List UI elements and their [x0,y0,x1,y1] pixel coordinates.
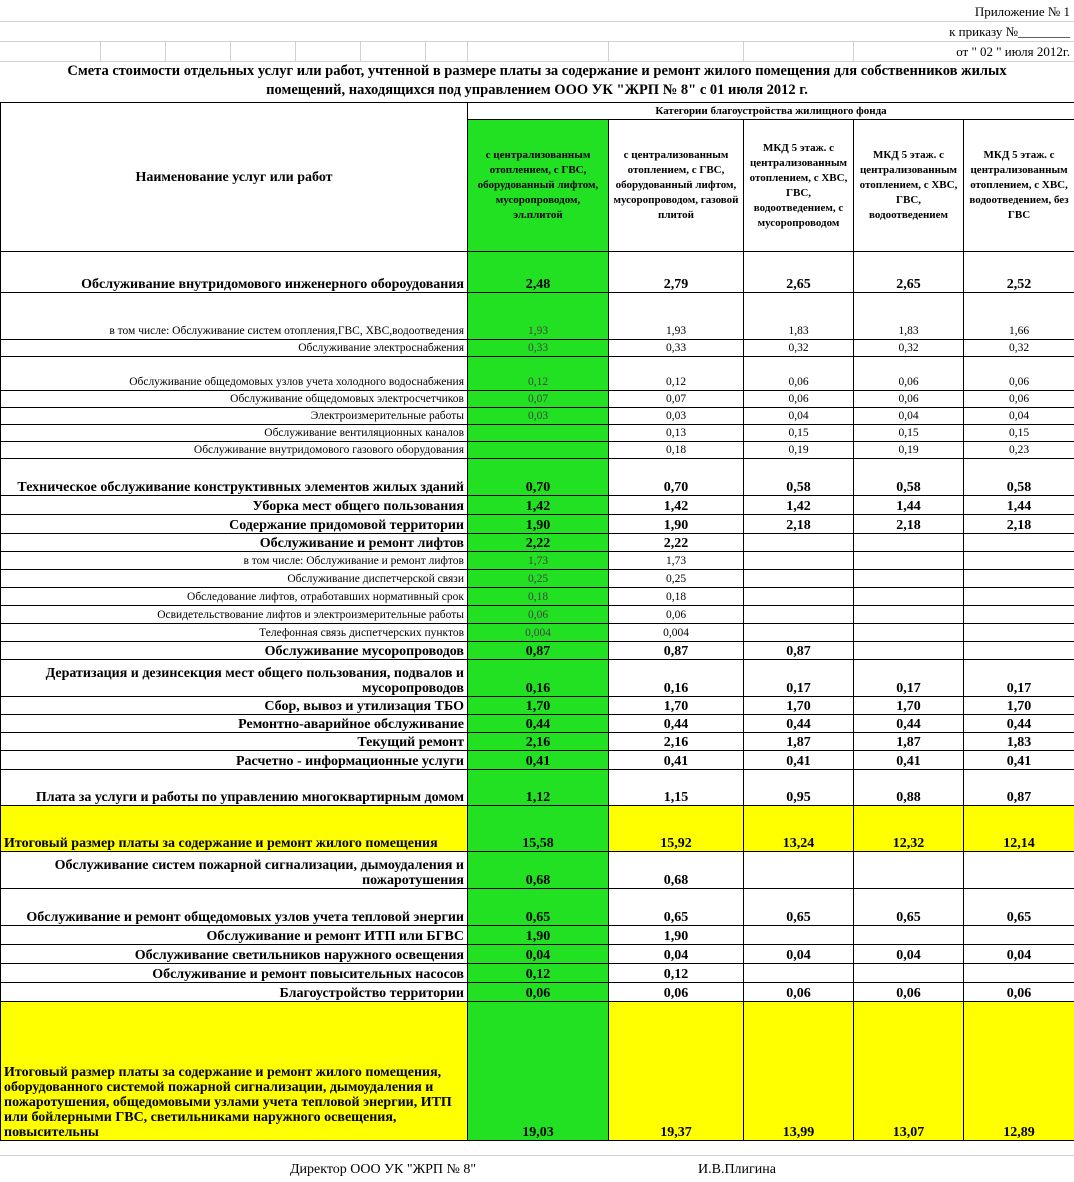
service-name: Освидетельствование лифтов и электроизмерительные работы [1,606,468,624]
cost-value: 2,52 [964,252,1074,293]
cost-value: 1,70 [744,697,854,715]
cost-value: 0,32 [964,340,1074,357]
service-name: Обслуживание и ремонт ИТП или БГВС [1,926,468,945]
table-row [1,751,1074,770]
service-name: Обслуживание светильников наружного освещения [1,945,468,964]
cost-value: 2,65 [854,252,964,293]
table-row [1,391,1074,408]
cost-value [468,442,609,459]
cost-value: 0,87 [609,642,744,660]
cost-value: 1,87 [854,733,964,751]
service-name: Техническое обслуживание конструктивных элементов жилых зданий [1,459,468,496]
cost-value [744,588,854,606]
cost-value: 0,68 [609,852,744,889]
cost-value [854,926,964,945]
cost-value [744,606,854,624]
table-row [1,1002,1074,1141]
table-row [1,806,1074,852]
cost-value: 1,87 [744,733,854,751]
order-label: к приказу №________ [949,24,1070,39]
service-name: Обслуживание вентиляционных каналов [1,425,468,442]
cost-value: 2,18 [744,515,854,534]
cost-value: 0,95 [744,770,854,806]
cost-value: 1,73 [609,552,744,570]
cost-value: 0,44 [854,715,964,733]
table-row [1,889,1074,926]
table-row [1,570,1074,588]
service-name: Уборка мест общего пользования [1,496,468,515]
cost-value: 1,42 [744,496,854,515]
cost-value [854,534,964,552]
cost-value [744,570,854,588]
cost-value: 13,07 [854,1002,964,1141]
table-row [1,459,1074,496]
service-name: Итоговый размер платы за содержание и ремонт жилого помещения, оборудованного системой пожарной сигнализации, дымоудаления и пожаротушения, общедомовыми узлами учета тепловой энергии, ИТП или бойлерными ГВС, светильниками наружного освещения, повысительны [1,1002,468,1141]
cost-value [854,570,964,588]
cost-value [744,624,854,642]
signer-title: Директор ООО УК "ЖРП № 8" [290,1162,477,1177]
service-name: Обслуживание мусоропроводов [1,642,468,660]
signature-footer [0,1140,1074,1182]
cost-value [854,624,964,642]
cost-value: 0,70 [609,459,744,496]
cost-value: 0,68 [468,852,609,889]
cost-value: 0,12 [609,357,744,391]
cost-value: 2,18 [964,515,1074,534]
cost-value: 1,15 [609,770,744,806]
cost-value: 1,90 [609,515,744,534]
table-row [1,715,1074,733]
cost-value [854,606,964,624]
cost-value [854,588,964,606]
cost-value [964,552,1074,570]
table-row [1,983,1074,1002]
cost-value: 0,07 [609,391,744,408]
table-row [1,926,1074,945]
cost-value: 19,03 [468,1002,609,1141]
cost-value: 0,06 [964,391,1074,408]
cost-value [744,552,854,570]
cost-value: 2,16 [609,733,744,751]
cost-value: 0,07 [468,391,609,408]
category-header: Категории благоустройства жилищного фонда [468,103,1074,120]
cost-value: 19,37 [609,1002,744,1141]
column-header: МКД 5 этаж. с централизованным отоплением, с ХВС, ГВС, водоотведением, с мусоропроводом [744,120,854,252]
cost-value: 1,93 [468,293,609,340]
service-name: Обслуживание внутридомового газового оборудования [1,442,468,459]
cost-value: 0,58 [744,459,854,496]
order-date: от " 02 " июля 2012г. [956,44,1070,59]
cost-value: 0,06 [468,606,609,624]
cost-value: 0,04 [854,945,964,964]
cost-value [964,588,1074,606]
cost-value [964,534,1074,552]
cost-value: 2,22 [468,534,609,552]
service-name: Обслуживание диспетчерской связи [1,570,468,588]
cost-value: 0,13 [609,425,744,442]
cost-value [744,852,854,889]
table-row [1,496,1074,515]
cost-value: 0,004 [609,624,744,642]
cost-value: 0,04 [854,408,964,425]
cost-value: 0,41 [468,751,609,770]
table-row [1,945,1074,964]
cost-value: 0,17 [964,660,1074,697]
cost-value [744,964,854,983]
cost-value: 0,06 [468,983,609,1002]
cost-value: 1,66 [964,293,1074,340]
service-name: Обследование лифтов, отработавших нормативный срок [1,588,468,606]
cost-value: 0,04 [744,408,854,425]
cost-value: 0,06 [854,983,964,1002]
cost-value: 0,15 [964,425,1074,442]
cost-value: 13,24 [744,806,854,852]
cost-value: 0,88 [854,770,964,806]
cost-value [854,642,964,660]
cost-value [964,570,1074,588]
cost-value: 0,15 [744,425,854,442]
table-row [1,606,1074,624]
cost-value [468,425,609,442]
title-line-1: Смета стоимости отдельных услуг или работ, учтенной в размере платы за содержание и ремонт жилого помещения для собственников жилых [67,63,1007,79]
cost-value: 0,58 [964,459,1074,496]
table-row [1,293,1074,340]
service-name: Обслуживание систем пожарной сигнализации, дымоудаления и пожаротушения [1,852,468,889]
table-row [1,697,1074,715]
cost-value [964,624,1074,642]
cost-table [0,102,1074,1141]
service-name: в том числе: Обслуживание систем отопления,ГВС, ХВС,водоотведения [1,293,468,340]
cost-value: 1,83 [744,293,854,340]
service-name: Дератизация и дезинсекция мест общего пользования, подвалов и мусоропроводов [1,660,468,697]
cost-value: 0,33 [468,340,609,357]
cost-value: 0,65 [468,889,609,926]
cost-value: 1,70 [854,697,964,715]
cost-value: 0,41 [964,751,1074,770]
service-name: Обслуживание и ремонт лифтов [1,534,468,552]
cost-value: 0,04 [964,408,1074,425]
name-column-header: Наименование услуг или работ [1,103,468,252]
service-name: Итоговый размер платы за содержание и ремонт жилого помещения [1,806,468,852]
title-line-2: помещений, находящихся под управлением ООО УК "ЖРП № 8" с 01 июля 2012 г. [266,82,808,98]
service-name: Плата за услуги и работы по управлению многоквартирным домом [1,770,468,806]
cost-value: 0,44 [744,715,854,733]
table-row [1,660,1074,697]
cost-value [854,552,964,570]
cost-value: 0,06 [744,391,854,408]
cost-value: 0,004 [468,624,609,642]
cost-value: 0,44 [609,715,744,733]
cost-value: 0,16 [468,660,609,697]
cost-value: 0,87 [744,642,854,660]
cost-value: 2,18 [854,515,964,534]
cost-value: 2,48 [468,252,609,293]
cost-value: 0,03 [609,408,744,425]
cost-value: 0,18 [468,588,609,606]
cost-value: 0,04 [744,945,854,964]
cost-value [744,926,854,945]
service-name: Обслуживание общедомовых узлов учета холодного водоснабжения [1,357,468,391]
cost-value: 1,70 [609,697,744,715]
cost-value: 1,83 [854,293,964,340]
cost-value: 12,89 [964,1002,1074,1141]
service-name: Ремонтно-аварийное обслуживание [1,715,468,733]
table-row [1,552,1074,570]
service-name: Обслуживание электроснабжения [1,340,468,357]
table-row [1,515,1074,534]
service-name: Обслуживание и ремонт общедомовых узлов учета тепловой энергии [1,889,468,926]
table-row [1,770,1074,806]
cost-value: 0,15 [854,425,964,442]
cost-value: 2,65 [744,252,854,293]
cost-value [964,964,1074,983]
cost-value: 0,06 [609,983,744,1002]
cost-value: 1,90 [468,515,609,534]
table-row [1,425,1074,442]
cost-value: 0,41 [854,751,964,770]
cost-value: 12,14 [964,806,1074,852]
service-name: Содержание придомовой территории [1,515,468,534]
cost-value: 0,33 [609,340,744,357]
cost-value: 2,16 [468,733,609,751]
cost-value: 1,44 [854,496,964,515]
cost-value [964,642,1074,660]
service-name: Обслуживание общедомовых электросчетчиков [1,391,468,408]
service-name: Сбор, вывоз и утилизация ТБО [1,697,468,715]
cost-value: 0,41 [744,751,854,770]
table-row [1,340,1074,357]
cost-value: 0,58 [854,459,964,496]
table-row [1,252,1074,293]
cost-value: 0,65 [964,889,1074,926]
cost-value: 12,32 [854,806,964,852]
cost-value: 15,58 [468,806,609,852]
service-name: Телефонная связь диспетчерских пунктов [1,624,468,642]
cost-value: 13,99 [744,1002,854,1141]
table-row [1,624,1074,642]
table-row [1,733,1074,751]
cost-value: 1,93 [609,293,744,340]
table-row [1,534,1074,552]
cost-value: 0,06 [744,983,854,1002]
cost-value: 0,25 [609,570,744,588]
cost-value: 0,44 [468,715,609,733]
table-body [1,252,1074,1141]
cost-value: 0,06 [744,357,854,391]
cost-value: 1,12 [468,770,609,806]
cost-value: 2,22 [609,534,744,552]
table-row [1,642,1074,660]
cost-value: 0,87 [964,770,1074,806]
service-name: Расчетно - информационные услуги [1,751,468,770]
cost-value: 0,03 [468,408,609,425]
cost-value: 0,17 [744,660,854,697]
service-name: Благоустройство территории [1,983,468,1002]
cost-value: 0,18 [609,588,744,606]
cost-value: 0,12 [468,964,609,983]
cost-value: 0,32 [744,340,854,357]
cost-value: 0,25 [468,570,609,588]
table-row [1,408,1074,425]
appendix-label: Приложение № 1 [974,4,1070,19]
column-header: МКД 5 этаж. с централизованным отоплением, с ХВС, ГВС, водоотведением [854,120,964,252]
cost-value: 0,65 [854,889,964,926]
service-name: Электроизмерительные работы [1,408,468,425]
table-row [1,588,1074,606]
cost-value: 0,06 [964,983,1074,1002]
cost-value: 0,16 [609,660,744,697]
service-name: в том числе: Обслуживание и ремонт лифтов [1,552,468,570]
cost-value: 1,70 [468,697,609,715]
column-header: с централизованным отоплением, с ГВС, оборудованный лифтом, мусоропроводом, газовой плитой [609,120,744,252]
service-name: Обслуживание и ремонт повысительных насосов [1,964,468,983]
cost-value: 15,92 [609,806,744,852]
cost-value: 1,42 [609,496,744,515]
cost-value: 0,12 [468,357,609,391]
cost-value: 0,70 [468,459,609,496]
column-header: с централизованным отоплением, с ГВС, оборудованный лифтом, мусоропроводом, эл.плитой [468,120,609,252]
cost-value: 0,18 [609,442,744,459]
cost-value: 0,87 [468,642,609,660]
cost-value: 1,90 [609,926,744,945]
cost-value [854,852,964,889]
cost-value [854,964,964,983]
cost-value: 0,04 [609,945,744,964]
document-title [0,62,1074,100]
cost-value: 0,44 [964,715,1074,733]
cost-value: 2,79 [609,252,744,293]
cost-value: 0,65 [609,889,744,926]
cost-value: 0,06 [854,391,964,408]
cost-value: 0,12 [609,964,744,983]
cost-value: 0,41 [609,751,744,770]
cost-value: 0,06 [609,606,744,624]
cost-value: 0,04 [964,945,1074,964]
cost-value: 1,70 [964,697,1074,715]
cost-value [964,926,1074,945]
service-name: Текущий ремонт [1,733,468,751]
cost-value: 0,06 [964,357,1074,391]
cost-value: 0,04 [468,945,609,964]
table-row [1,442,1074,459]
table-row [1,964,1074,983]
cost-value [744,534,854,552]
cost-value: 1,83 [964,733,1074,751]
cost-value [964,606,1074,624]
table-row [1,357,1074,391]
document-header [0,0,1074,102]
cost-value: 0,17 [854,660,964,697]
service-name: Обслуживание внутридомового инженерного обороудования [1,252,468,293]
cost-value: 0,19 [854,442,964,459]
cost-value [964,852,1074,889]
signer-name: И.В.Плигина [698,1162,776,1177]
cost-value: 0,23 [964,442,1074,459]
cost-value: 1,90 [468,926,609,945]
cost-value: 1,73 [468,552,609,570]
cost-value: 1,42 [468,496,609,515]
column-header: МКД 5 этаж. с централизованным отоплением, с ХВС, водоотведением, без ГВС [964,120,1074,252]
cost-value: 0,19 [744,442,854,459]
table-row [1,852,1074,889]
cost-value: 0,65 [744,889,854,926]
cost-value: 0,06 [854,357,964,391]
cost-value: 0,32 [854,340,964,357]
cost-value: 1,44 [964,496,1074,515]
